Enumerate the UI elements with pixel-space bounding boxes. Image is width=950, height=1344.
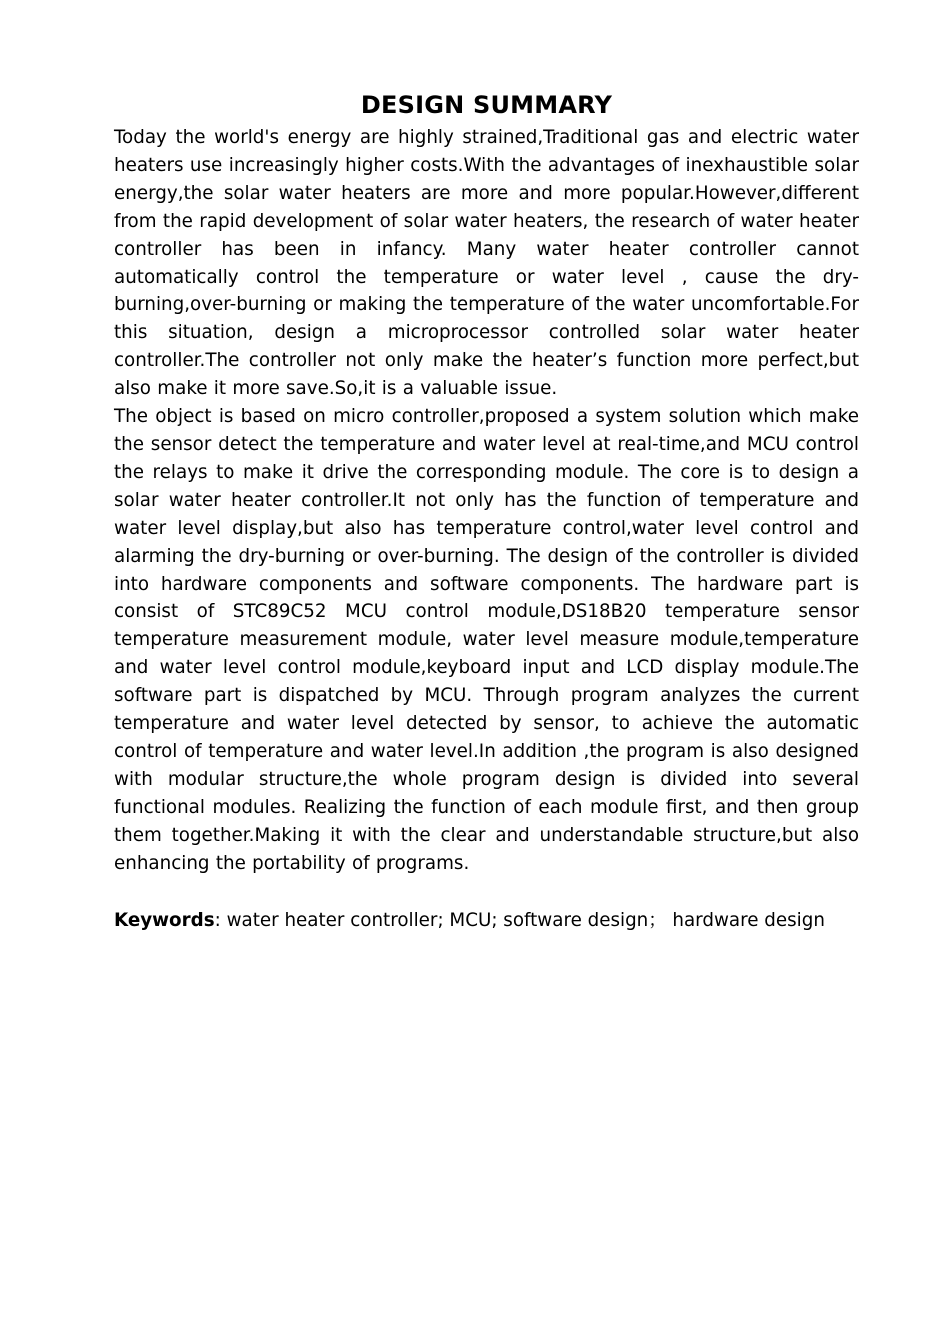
keywords-line: [114, 907, 859, 935]
summary-paragraph-1: Today the world's energy are highly strained,Traditional gas and electric water heaters use increasingly higher costs.With the advantages of inexhaustible solar energy,the solar water heaters are more and more popular.However,different from the rapid development of solar water heaters, the research of water heater controller has been in infancy. Many water heater controller cannot automatically control the temperature or water level , cause the dry-burning,over-burning or making the temperature of the water uncomfortable.For this situation, design a microprocessor controlled solar water heater controller.The controller not only make the heater’s function more perfect,but also make it more save.So,it is a valuable issue.: [114, 127, 859, 400]
keywords-label: Keywords: [114, 910, 215, 932]
summary-paragraph-2: The object is based on micro controller,proposed a system solution which make the sensor detect the temperature and water level at real-time,and MCU control the relays to make it drive the corresponding module. The core is to design a solar water heater controller.It not only has the function of temperature and water level display,but also has temperature control,water level control and alarming the dry-burning or over-burning. The design of the controller is divided into hardware components and software components. The hardware part is consist of STC89C52 MCU control module,DS18B20 temperature sensor temperature measurement module, water level measure module,temperature and water level control module,keyboard input and LCD display module.The software part is dispatched by MCU. Through program analyzes the current temperature and water level detected by sensor, to achieve the automatic control of temperature and water level.In addition ,the program is also designed with modular structure,the whole program design is divided into several functional modules. Realizing the function of each module first, and then group them together.Making it with the clear and understandable structure,but also enhancing the portability of programs.: [114, 406, 859, 874]
document-page: [114, 88, 859, 935]
keywords-value: : water heater controller; MCU; software design； hardware design: [214, 910, 825, 932]
page-title: DESIGN SUMMARY: [360, 91, 613, 119]
